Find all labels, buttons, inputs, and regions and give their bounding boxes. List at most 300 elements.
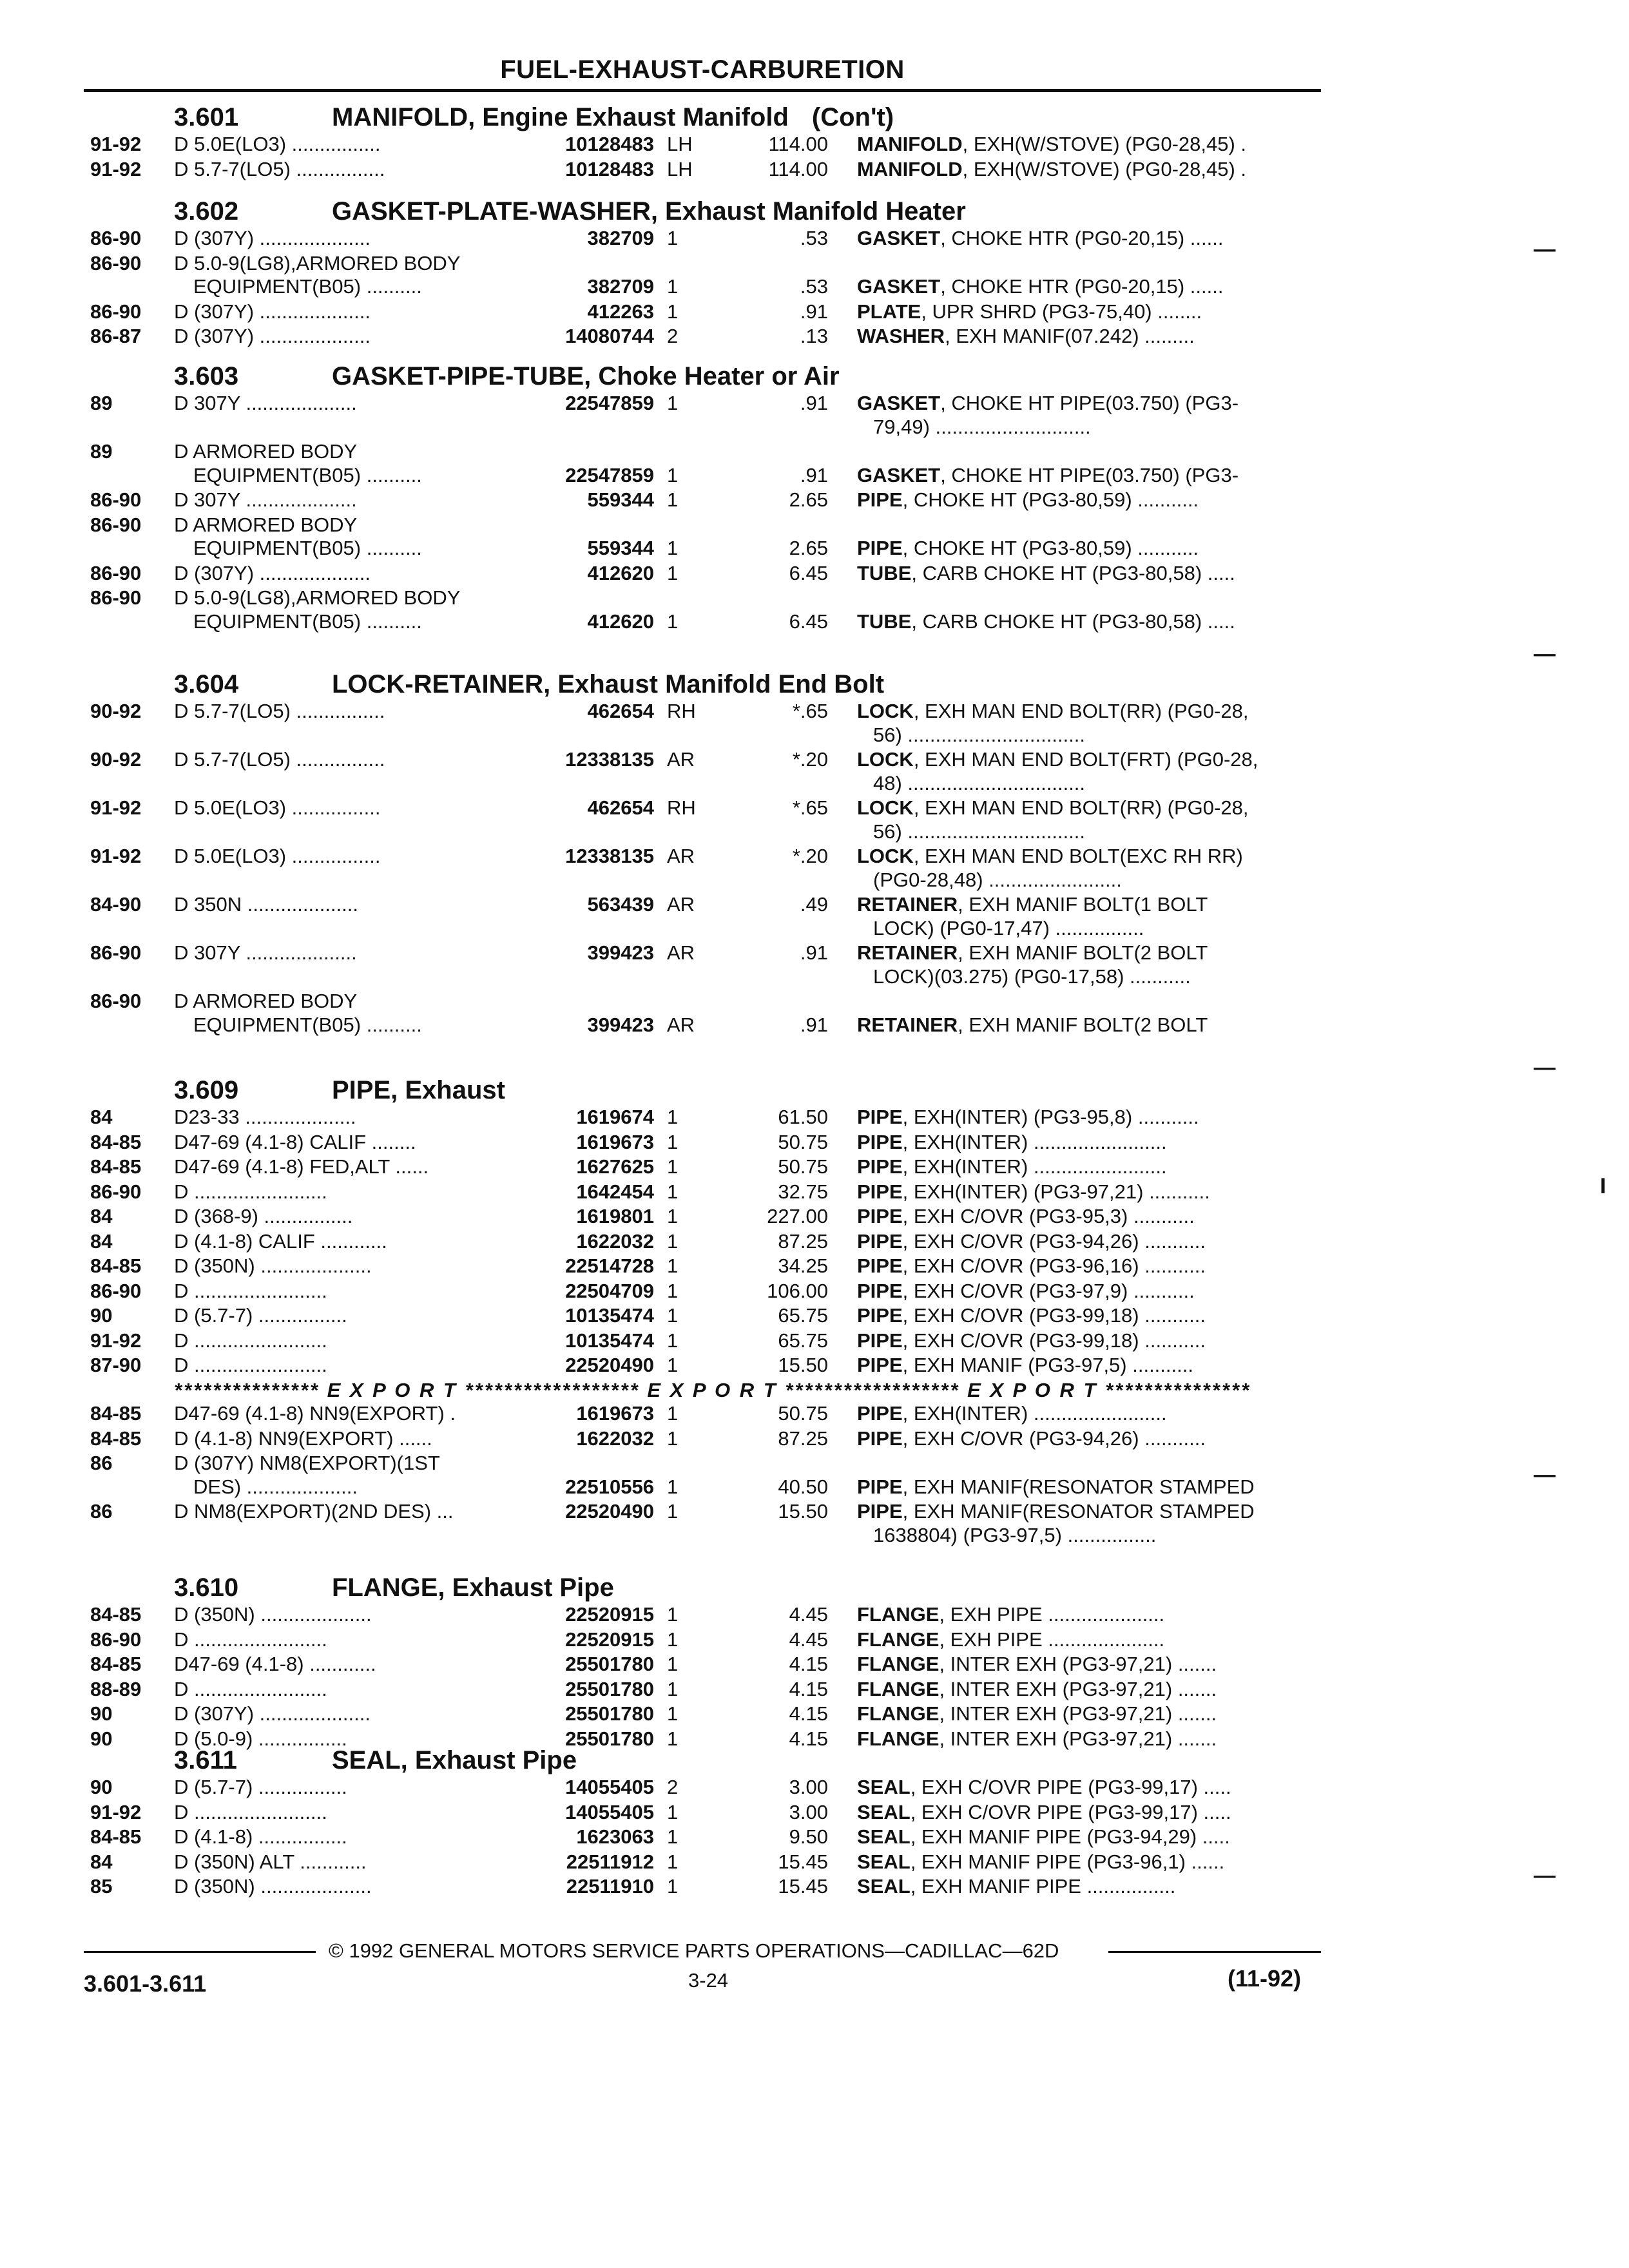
application-desc: D (4.1-8) CALIF ............ — [174, 1229, 387, 1253]
application-desc: EQUIPMENT(B05) .......... — [193, 537, 422, 559]
part-number: 412620 — [587, 561, 654, 584]
price: 114.00 — [768, 133, 828, 155]
part-name — [857, 1354, 1321, 1377]
application-desc: D (307Y) .................... — [174, 227, 371, 249]
quantity: AR — [667, 893, 695, 916]
model-year: 86 — [90, 1500, 113, 1523]
price: 65.75 — [778, 1304, 828, 1327]
part-number: 1619801 — [576, 1205, 654, 1227]
section-title — [332, 196, 966, 227]
section-number: 3.602 — [174, 197, 239, 226]
part-number: 14055405 — [565, 1800, 654, 1823]
quantity: 1 — [667, 275, 679, 298]
table-row — [0, 1106, 1629, 1129]
part-number: 462654 — [587, 796, 654, 819]
section-title — [332, 1745, 577, 1776]
price: 4.15 — [789, 1727, 828, 1750]
margin-mark: — — [1534, 237, 1556, 262]
application-desc: EQUIPMENT(B05) .......... — [193, 610, 422, 633]
table-row — [0, 392, 1629, 415]
part-name-keyword: SEAL — [857, 1850, 911, 1873]
application-desc: D ........................ — [174, 1354, 327, 1376]
part-name — [857, 1280, 1321, 1303]
quantity: 1 — [667, 1354, 679, 1376]
application-desc: D (307Y) .................... — [174, 325, 371, 347]
part-name-continued: 56) ................................ — [873, 820, 1086, 843]
model-year: 86-90 — [90, 1180, 142, 1203]
section-number: 3.609 — [174, 1076, 239, 1104]
application-desc: D23-33 .................... — [174, 1106, 356, 1128]
part-name-detail: , EXH(INTER) ........................ — [902, 1155, 1167, 1178]
table-row — [0, 1628, 1629, 1651]
part-number: 399423 — [587, 1013, 654, 1036]
part-number: 10135474 — [565, 1304, 654, 1327]
part-name — [857, 1653, 1321, 1676]
part-name-keyword: PIPE — [857, 1329, 903, 1352]
table-row — [0, 1131, 1629, 1154]
application-desc: D47-69 (4.1-8) CALIF ........ — [174, 1130, 416, 1153]
table-row — [0, 845, 1629, 868]
part-name-detail: , EXH(INTER) ........................ — [902, 1402, 1167, 1425]
part-name-keyword: RETAINER — [857, 1013, 958, 1036]
part-name-continued: 79,49) ............................ — [873, 415, 1091, 438]
quantity: 1 — [667, 1875, 679, 1898]
section-title-text: LOCK-RETAINER, Exhaust Manifold End Bolt — [332, 670, 885, 698]
table-row — [0, 275, 1629, 298]
quantity: 1 — [667, 1603, 679, 1626]
quantity: 1 — [667, 1850, 679, 1873]
part-number: 14080744 — [565, 325, 654, 347]
table-row — [0, 1205, 1629, 1228]
table-row — [0, 1801, 1629, 1824]
part-number: 559344 — [587, 537, 654, 559]
part-name-keyword: PLATE — [857, 300, 921, 323]
part-name-detail: , UPR SHRD (PG3-75,40) ........ — [921, 300, 1202, 323]
export-banner: *************** E X P O R T ****************** E X P O R T ****************** E X P O R T *************** — [174, 1378, 1251, 1401]
application-desc: D (307Y) NM8(EXPORT)(1ST — [174, 1452, 440, 1474]
margin-mark: — — [1534, 1863, 1556, 1888]
part-name — [857, 700, 1321, 723]
price: .49 — [800, 893, 828, 916]
table-row — [0, 1280, 1629, 1303]
application-desc: D (350N) .................... — [174, 1254, 372, 1277]
price: 114.00 — [768, 157, 828, 180]
section-number: 3.610 — [174, 1573, 239, 1602]
quantity: 1 — [667, 1130, 679, 1153]
table-row — [0, 965, 1629, 988]
section-number: 3.603 — [174, 362, 239, 390]
quantity: 1 — [667, 1304, 679, 1327]
part-name — [857, 1603, 1321, 1626]
part-number: 399423 — [587, 941, 654, 964]
quantity: 2 — [667, 1776, 679, 1798]
footer-revision-date: (11-92) — [1228, 1965, 1302, 1992]
model-year: 84-85 — [90, 1254, 142, 1277]
part-number: 10128483 — [565, 133, 654, 155]
model-year: 89 — [90, 392, 113, 414]
table-row — [0, 1155, 1629, 1178]
table-row — [0, 1254, 1629, 1278]
price: 6.45 — [789, 610, 828, 633]
price: 50.75 — [778, 1402, 828, 1425]
quantity: 1 — [667, 1106, 679, 1128]
part-name — [857, 1825, 1321, 1849]
part-name-detail: , EXH(INTER) (PG3-95,8) ........... — [902, 1106, 1199, 1128]
part-name-detail: , EXH C/OVR (PG3-97,9) ........... — [902, 1279, 1195, 1302]
footer-rule-right — [1108, 1951, 1321, 1953]
model-year: 89 — [90, 440, 113, 463]
application-desc: D (307Y) .................... — [174, 300, 371, 323]
part-name — [857, 845, 1321, 868]
margin-mark: — — [1534, 1055, 1556, 1080]
quantity: 1 — [667, 1653, 679, 1675]
application-desc: D (4.1-8) ................ — [174, 1825, 347, 1848]
part-name-detail: , EXH MANIF BOLT(2 BOLT — [958, 1013, 1208, 1036]
price: 2.65 — [789, 537, 828, 559]
part-number: 1619673 — [576, 1402, 654, 1425]
section-heading — [0, 1745, 1629, 1776]
table-row — [0, 227, 1629, 250]
part-name — [857, 610, 1321, 633]
price: 3.00 — [789, 1800, 828, 1823]
model-year: 84-85 — [90, 1155, 142, 1178]
application-desc: D (350N) .................... — [174, 1875, 372, 1898]
model-year: 84-85 — [90, 1402, 142, 1425]
part-name-detail: , EXH C/OVR (PG3-99,18) ........... — [902, 1304, 1206, 1327]
part-name — [857, 1155, 1321, 1178]
application-desc: D 307Y .................... — [174, 488, 357, 511]
table-row — [0, 724, 1629, 747]
price: 4.15 — [789, 1653, 828, 1675]
part-name-detail: , EXH MANIF BOLT(1 BOLT — [958, 893, 1208, 916]
table-row — [0, 514, 1629, 537]
application-desc: D 5.0-9(LG8),ARMORED BODY — [174, 586, 461, 609]
part-number: 22547859 — [565, 392, 654, 414]
model-year: 84 — [90, 1850, 113, 1873]
application-desc: D ARMORED BODY — [174, 990, 358, 1012]
part-name-detail: , EXH MAN END BOLT(RR) (PG0-28, — [913, 796, 1249, 819]
part-name-detail: , EXH C/OVR PIPE (PG3-99,17) ..... — [910, 1776, 1231, 1798]
part-name — [857, 537, 1321, 560]
part-name-keyword: FLANGE — [857, 1727, 940, 1750]
part-number: 1622032 — [576, 1229, 654, 1253]
part-number: 25501780 — [565, 1727, 654, 1750]
part-name — [857, 227, 1321, 250]
part-name-keyword: PIPE — [857, 488, 903, 511]
part-name-detail: , CARB CHOKE HT (PG3-80,58) ..... — [911, 610, 1235, 633]
quantity: 1 — [667, 1205, 679, 1227]
application-desc: D NM8(EXPORT)(2ND DES) ... — [174, 1500, 454, 1523]
quantity: 1 — [667, 1279, 679, 1302]
part-name — [857, 488, 1321, 512]
section-title — [332, 102, 894, 133]
model-year: 86-90 — [90, 300, 142, 323]
section-title-text: MANIFOLD, Engine Exhaust Manifold — [332, 103, 789, 131]
footer-page-number: 3-24 — [688, 1969, 729, 1992]
application-desc: D (368-9) ................ — [174, 1205, 353, 1227]
application-desc: D (350N) .................... — [174, 1603, 372, 1626]
part-name-detail: , EXH C/OVR (PG3-94,26) ........... — [902, 1229, 1206, 1253]
part-name-keyword: SEAL — [857, 1825, 911, 1848]
part-number: 22520490 — [565, 1500, 654, 1523]
part-name-keyword: PIPE — [857, 1106, 903, 1128]
application-desc: D ........................ — [174, 1279, 327, 1302]
table-row — [0, 941, 1629, 965]
application-desc: D 5.0E(LO3) ................ — [174, 845, 381, 867]
part-number: 412620 — [587, 610, 654, 633]
application-desc: D47-69 (4.1-8) FED,ALT ...... — [174, 1155, 429, 1178]
quantity: 1 — [667, 1402, 679, 1425]
part-name-keyword: GASKET — [857, 227, 941, 249]
price: .53 — [800, 275, 828, 298]
part-name — [857, 941, 1321, 965]
part-name-detail: , INTER EXH (PG3-97,21) ....... — [939, 1702, 1217, 1725]
part-name-keyword: SEAL — [857, 1800, 911, 1823]
application-desc: EQUIPMENT(B05) .......... — [193, 1013, 422, 1036]
table-row — [0, 820, 1629, 843]
part-name-detail: , EXH C/OVR (PG3-96,16) ........... — [902, 1254, 1206, 1277]
part-name-keyword: PIPE — [857, 1427, 903, 1450]
footer-copyright: © 1992 GENERAL MOTORS SERVICE PARTS OPERATIONS—CADILLAC—62D — [329, 1939, 1059, 1962]
application-desc: D ........................ — [174, 1628, 327, 1651]
section-title — [332, 361, 840, 392]
part-name — [857, 1475, 1321, 1499]
part-name-detail: , EXH PIPE ..................... — [939, 1628, 1165, 1651]
part-name-keyword: PIPE — [857, 1180, 903, 1203]
section-heading — [0, 102, 1629, 133]
price: .13 — [800, 325, 828, 347]
application-desc: D 5.0E(LO3) ................ — [174, 133, 381, 155]
section-heading — [0, 1572, 1629, 1603]
quantity: 1 — [667, 1427, 679, 1450]
application-desc: D 5.0E(LO3) ................ — [174, 796, 381, 819]
quantity: 1 — [667, 1628, 679, 1651]
part-number: 1619673 — [576, 1130, 654, 1153]
part-name-detail: , EXH MANIF(RESONATOR STAMPED — [902, 1500, 1255, 1523]
part-name-keyword: RETAINER — [857, 893, 958, 916]
model-year: 86-90 — [90, 561, 142, 584]
section-heading — [0, 669, 1629, 700]
table-row — [0, 1427, 1629, 1450]
price: 50.75 — [778, 1155, 828, 1178]
part-name — [857, 300, 1321, 323]
price: 4.15 — [789, 1702, 828, 1725]
part-name-keyword: FLANGE — [857, 1702, 940, 1725]
price: .91 — [800, 463, 828, 486]
part-number: 22511912 — [566, 1850, 654, 1873]
part-name-detail: , CHOKE HTR (PG0-20,15) ...... — [940, 275, 1224, 298]
part-name — [857, 1329, 1321, 1352]
price: .53 — [800, 227, 828, 249]
part-number: 10128483 — [565, 157, 654, 180]
part-name-keyword: PIPE — [857, 1354, 903, 1376]
price: 15.50 — [778, 1500, 828, 1523]
table-row — [0, 537, 1629, 560]
part-name-detail: , EXH C/OVR (PG3-99,18) ........... — [902, 1329, 1206, 1352]
part-name — [857, 1131, 1321, 1154]
part-name-continued: LOCK) (PG0-17,47) ................ — [873, 916, 1144, 939]
price: 65.75 — [778, 1329, 828, 1352]
model-year: 84-85 — [90, 1653, 142, 1675]
part-name — [857, 1304, 1321, 1327]
section-heading — [0, 1075, 1629, 1106]
quantity: RH — [667, 700, 696, 722]
part-name-keyword: RETAINER — [857, 941, 958, 964]
table-row — [0, 1776, 1629, 1799]
application-desc: D (350N) ALT ............ — [174, 1850, 367, 1873]
section-number: 3.601 — [174, 103, 239, 131]
part-name-keyword: PIPE — [857, 537, 903, 559]
part-number: 22510556 — [565, 1475, 654, 1498]
part-name-detail: , EXH MAN END BOLT(RR) (PG0-28, — [913, 700, 1249, 722]
part-name-detail: , EXH(W/STOVE) (PG0-28,45) . — [962, 133, 1247, 155]
application-desc: DES) .................... — [193, 1475, 358, 1498]
part-number: 25501780 — [565, 1677, 654, 1700]
part-name-keyword: TUBE — [857, 610, 912, 633]
table-row — [0, 610, 1629, 633]
price: 4.15 — [789, 1677, 828, 1700]
table-row — [0, 416, 1629, 439]
part-number: 22547859 — [565, 463, 654, 486]
part-number: 382709 — [587, 275, 654, 298]
part-number: 22511910 — [566, 1875, 654, 1898]
quantity: 1 — [667, 300, 679, 323]
part-number: 22520915 — [565, 1603, 654, 1626]
price: *.65 — [792, 700, 828, 722]
part-name-detail: , EXH MAN END BOLT(EXC RH RR) — [913, 845, 1243, 867]
table-row — [0, 1402, 1629, 1425]
application-desc: EQUIPMENT(B05) .......... — [193, 463, 422, 486]
table-row — [0, 869, 1629, 892]
part-number: 25501780 — [565, 1653, 654, 1675]
model-year: 88-89 — [90, 1677, 142, 1700]
model-year: 91-92 — [90, 1329, 142, 1352]
part-name-detail: , INTER EXH (PG3-97,21) ....... — [939, 1727, 1217, 1750]
quantity: 1 — [667, 1475, 679, 1498]
model-year: 86-90 — [90, 1628, 142, 1651]
part-name-detail: , EXH MANIF(07.242) ......... — [945, 325, 1195, 347]
part-name — [857, 1678, 1321, 1701]
table-row — [0, 562, 1629, 585]
part-name — [857, 392, 1321, 415]
part-name — [857, 562, 1321, 585]
part-name-detail: , CHOKE HT (PG3-80,59) ........... — [902, 537, 1199, 559]
model-year: 91-92 — [90, 845, 142, 867]
part-number: 14055405 — [565, 1776, 654, 1798]
part-name-keyword: PIPE — [857, 1279, 903, 1302]
model-year: 90 — [90, 1304, 113, 1327]
model-year: 86-90 — [90, 586, 142, 609]
section-title-suffix: (Con't) — [811, 103, 894, 131]
part-name — [857, 325, 1321, 348]
section-heading — [0, 361, 1629, 392]
model-year: 86-90 — [90, 488, 142, 511]
model-year: 84-85 — [90, 1427, 142, 1450]
price: 15.45 — [778, 1875, 828, 1898]
quantity: 1 — [667, 1500, 679, 1523]
model-year: 87-90 — [90, 1354, 142, 1376]
quantity: 1 — [667, 561, 679, 584]
quantity: LH — [667, 157, 693, 180]
model-year: 91-92 — [90, 1800, 142, 1823]
table-row — [0, 1653, 1629, 1676]
table-row — [0, 1180, 1629, 1204]
part-name-continued: 56) ................................ — [873, 723, 1086, 746]
part-number: 12338135 — [565, 845, 654, 867]
part-name — [857, 158, 1321, 181]
part-number: 559344 — [587, 488, 654, 511]
section-title-text: GASKET-PIPE-TUBE, Choke Heater or Air — [332, 362, 840, 390]
model-year: 84 — [90, 1229, 113, 1253]
price: *.20 — [792, 845, 828, 867]
price: .91 — [800, 941, 828, 964]
part-name-detail: , EXH C/OVR (PG3-95,3) ........... — [902, 1205, 1195, 1227]
part-number: 22520915 — [565, 1628, 654, 1651]
part-name-detail: , EXH PIPE ..................... — [939, 1603, 1165, 1626]
model-year: 85 — [90, 1875, 113, 1898]
part-name — [857, 1180, 1321, 1204]
part-number: 462654 — [587, 700, 654, 722]
table-row — [0, 748, 1629, 771]
table-row — [0, 1850, 1629, 1874]
part-number: 1619674 — [576, 1106, 654, 1128]
part-number: 1642454 — [576, 1180, 654, 1203]
part-name — [857, 1230, 1321, 1253]
part-name-continued: LOCK)(03.275) (PG0-17,58) ........... — [873, 965, 1191, 988]
part-name-keyword: TUBE — [857, 561, 912, 584]
model-year: 91-92 — [90, 157, 142, 180]
part-name-detail: , CARB CHOKE HT (PG3-80,58) ..... — [911, 561, 1235, 584]
price: .91 — [800, 1013, 828, 1036]
part-name — [857, 1106, 1321, 1129]
price: 227.00 — [767, 1205, 828, 1227]
model-year: 90 — [90, 1776, 113, 1798]
part-name-keyword: LOCK — [857, 700, 914, 722]
table-row — [0, 1304, 1629, 1327]
part-name — [857, 1702, 1321, 1725]
part-name — [857, 1850, 1321, 1874]
table-row — [0, 1014, 1629, 1037]
part-name-continued: (PG0-28,48) ........................ — [873, 868, 1122, 891]
part-name-keyword: PIPE — [857, 1229, 903, 1253]
table-row — [0, 796, 1629, 820]
model-year: 90 — [90, 1702, 113, 1725]
part-number: 1627625 — [576, 1155, 654, 1178]
table-row — [0, 586, 1629, 610]
model-year: 86-90 — [90, 227, 142, 249]
part-number: 412263 — [587, 300, 654, 323]
application-desc: D 5.0-9(LG8),ARMORED BODY — [174, 251, 461, 274]
model-year: 84-85 — [90, 1603, 142, 1626]
price: 50.75 — [778, 1130, 828, 1153]
quantity: AR — [667, 845, 695, 867]
section-title — [332, 1572, 614, 1603]
part-number: 10135474 — [565, 1329, 654, 1352]
quantity: 1 — [667, 1254, 679, 1277]
price: 15.45 — [778, 1850, 828, 1873]
quantity: 1 — [667, 1155, 679, 1178]
quantity: 1 — [667, 537, 679, 559]
quantity: 1 — [667, 1800, 679, 1823]
table-row — [0, 1524, 1629, 1547]
application-desc: D (307Y) .................... — [174, 561, 371, 584]
part-name-detail: , CHOKE HTR (PG0-20,15) ...... — [940, 227, 1224, 249]
section-number: 3.604 — [174, 670, 239, 698]
model-year: 90-92 — [90, 700, 142, 722]
part-name-continued: 48) ................................ — [873, 771, 1086, 794]
part-name-keyword: FLANGE — [857, 1628, 940, 1651]
application-desc: EQUIPMENT(B05) .......... — [193, 275, 422, 298]
